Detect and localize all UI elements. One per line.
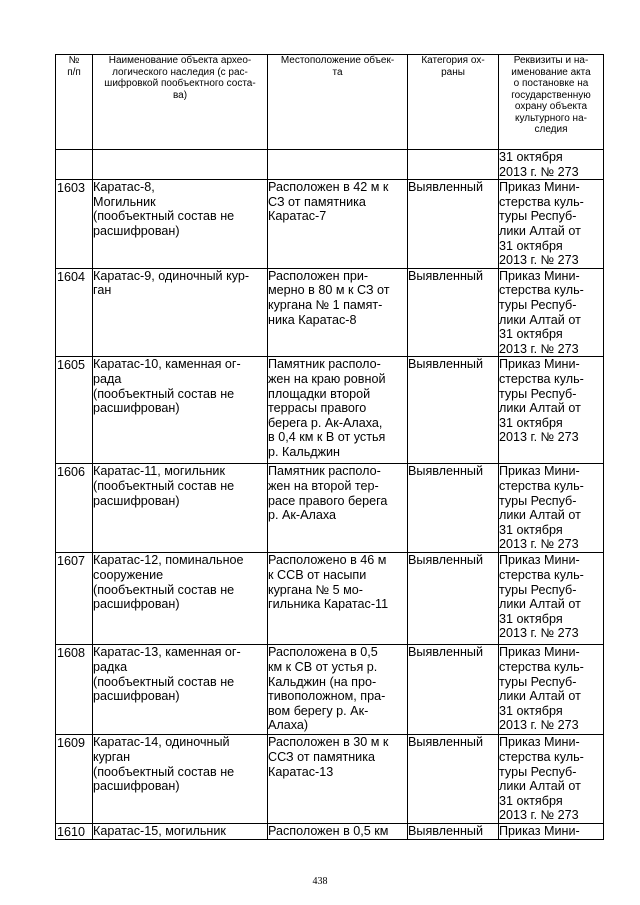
row-act: Приказ Мини- стерства куль- туры Респуб- лики Алтай от 31 октября 2013 г. № 273 bbox=[499, 645, 604, 735]
row-act: Приказ Мини- стерства куль- туры Респуб- лики Алтай от 31 октября 2013 г. № 273 bbox=[499, 268, 604, 357]
row-category: Выявленный bbox=[408, 180, 499, 269]
row-category: Выявленный bbox=[408, 464, 499, 553]
row-location: Расположен в 0,5 км bbox=[268, 823, 408, 840]
continuation-act: 31 октября 2013 г. № 273 bbox=[499, 150, 604, 180]
row-act: Приказ Мини- стерства куль- туры Респуб- лики Алтай от 31 октября 2013 г. № 273 bbox=[499, 464, 604, 553]
row-name: Каратас-10, каменная ог- рада (пообъектный состав не расшифрован) bbox=[93, 357, 268, 464]
row-act: Приказ Мини- стерства куль- туры Респуб- лики Алтай от 31 октября 2013 г. № 273 bbox=[499, 553, 604, 645]
header-num: № п/п bbox=[56, 55, 93, 150]
table-cell bbox=[56, 150, 93, 180]
row-category: Выявленный bbox=[408, 645, 499, 735]
table-cell bbox=[93, 150, 268, 180]
row-num: 1608 bbox=[56, 645, 93, 735]
continuation-row bbox=[56, 150, 604, 180]
table-row bbox=[56, 823, 604, 840]
header-act: Реквизиты и на- именование акта о постановке на государственную охрану объекта культурного на- следия bbox=[499, 55, 604, 150]
row-category: Выявленный bbox=[408, 735, 499, 824]
table-row bbox=[56, 553, 604, 645]
page-number: 438 bbox=[312, 876, 328, 887]
row-name: Каратас-15, могильник bbox=[93, 823, 268, 840]
table-cell bbox=[408, 150, 499, 180]
table-row bbox=[56, 735, 604, 824]
row-num: 1605 bbox=[56, 357, 93, 464]
table-row bbox=[56, 180, 604, 269]
row-location: Расположен в 42 м к СЗ от памятника Каратас-7 bbox=[268, 180, 408, 269]
row-category: Выявленный bbox=[408, 553, 499, 645]
row-num: 1604 bbox=[56, 268, 93, 357]
table-row bbox=[56, 268, 604, 357]
row-name: Каратас-9, одиночный кур- ган bbox=[93, 268, 268, 357]
row-location: Памятник располо- жен на второй тер- расе правого берега р. Ак-Алаха bbox=[268, 464, 408, 553]
row-location: Памятник располо- жен на краю ровной площадки второй террасы правого берега р. Ак-Алаха, в 0,4 км к В от устья р. Кальджин bbox=[268, 357, 408, 464]
row-num: 1606 bbox=[56, 464, 93, 553]
row-act: Приказ Мини- стерства куль- туры Респуб- лики Алтай от 31 октября 2013 г. № 273 bbox=[499, 735, 604, 824]
row-location: Расположена в 0,5 км к СВ от устья р. Кальджин (на про- тивоположном, пра- вом берегу р. Ак- Алаха) bbox=[268, 645, 408, 735]
row-location: Расположен в 30 м к ССЗ от памятника Каратас-13 bbox=[268, 735, 408, 824]
row-category: Выявленный bbox=[408, 823, 499, 840]
header-category: Категория ох- раны bbox=[408, 55, 499, 150]
header-location: Местоположение объек- та bbox=[268, 55, 408, 150]
header-name: Наименование объекта архео- логического наследия (с рас- шифровкой пообъектного соста- ва) bbox=[93, 55, 268, 150]
row-name: Каратас-13, каменная ог- радка (пообъектный состав не расшифрован) bbox=[93, 645, 268, 735]
table-row bbox=[56, 645, 604, 735]
row-act: Приказ Мини- bbox=[499, 823, 604, 840]
row-num: 1603 bbox=[56, 180, 93, 269]
row-num: 1607 bbox=[56, 553, 93, 645]
row-location: Расположен при- мерно в 80 м к СЗ от кургана № 1 памят- ника Каратас-8 bbox=[268, 268, 408, 357]
row-num: 1610 bbox=[56, 823, 93, 840]
table-header-row bbox=[56, 55, 604, 150]
row-name: Каратас-12, поминальное сооружение (пообъектный состав не расшифрован) bbox=[93, 553, 268, 645]
row-act: Приказ Мини- стерства куль- туры Респуб- лики Алтай от 31 октября 2013 г. № 273 bbox=[499, 357, 604, 464]
row-category: Выявленный bbox=[408, 357, 499, 464]
row-num: 1609 bbox=[56, 735, 93, 824]
table-row bbox=[56, 464, 604, 553]
row-act: Приказ Мини- стерства куль- туры Респуб- лики Алтай от 31 октября 2013 г. № 273 bbox=[499, 180, 604, 269]
row-name: Каратас-14, одиночный курган (пообъектный состав не расшифрован) bbox=[93, 735, 268, 824]
row-location: Расположено в 46 м к ССВ от насыпи кургана № 5 мо- гильника Каратас-11 bbox=[268, 553, 408, 645]
table-row bbox=[56, 357, 604, 464]
row-name: Каратас-11, могильник (пообъектный состав не расшифрован) bbox=[93, 464, 268, 553]
heritage-registry-table bbox=[55, 54, 604, 840]
table-cell bbox=[268, 150, 408, 180]
row-category: Выявленный bbox=[408, 268, 499, 357]
row-name: Каратас-8, Могильник (пообъектный состав не расшифрован) bbox=[93, 180, 268, 269]
